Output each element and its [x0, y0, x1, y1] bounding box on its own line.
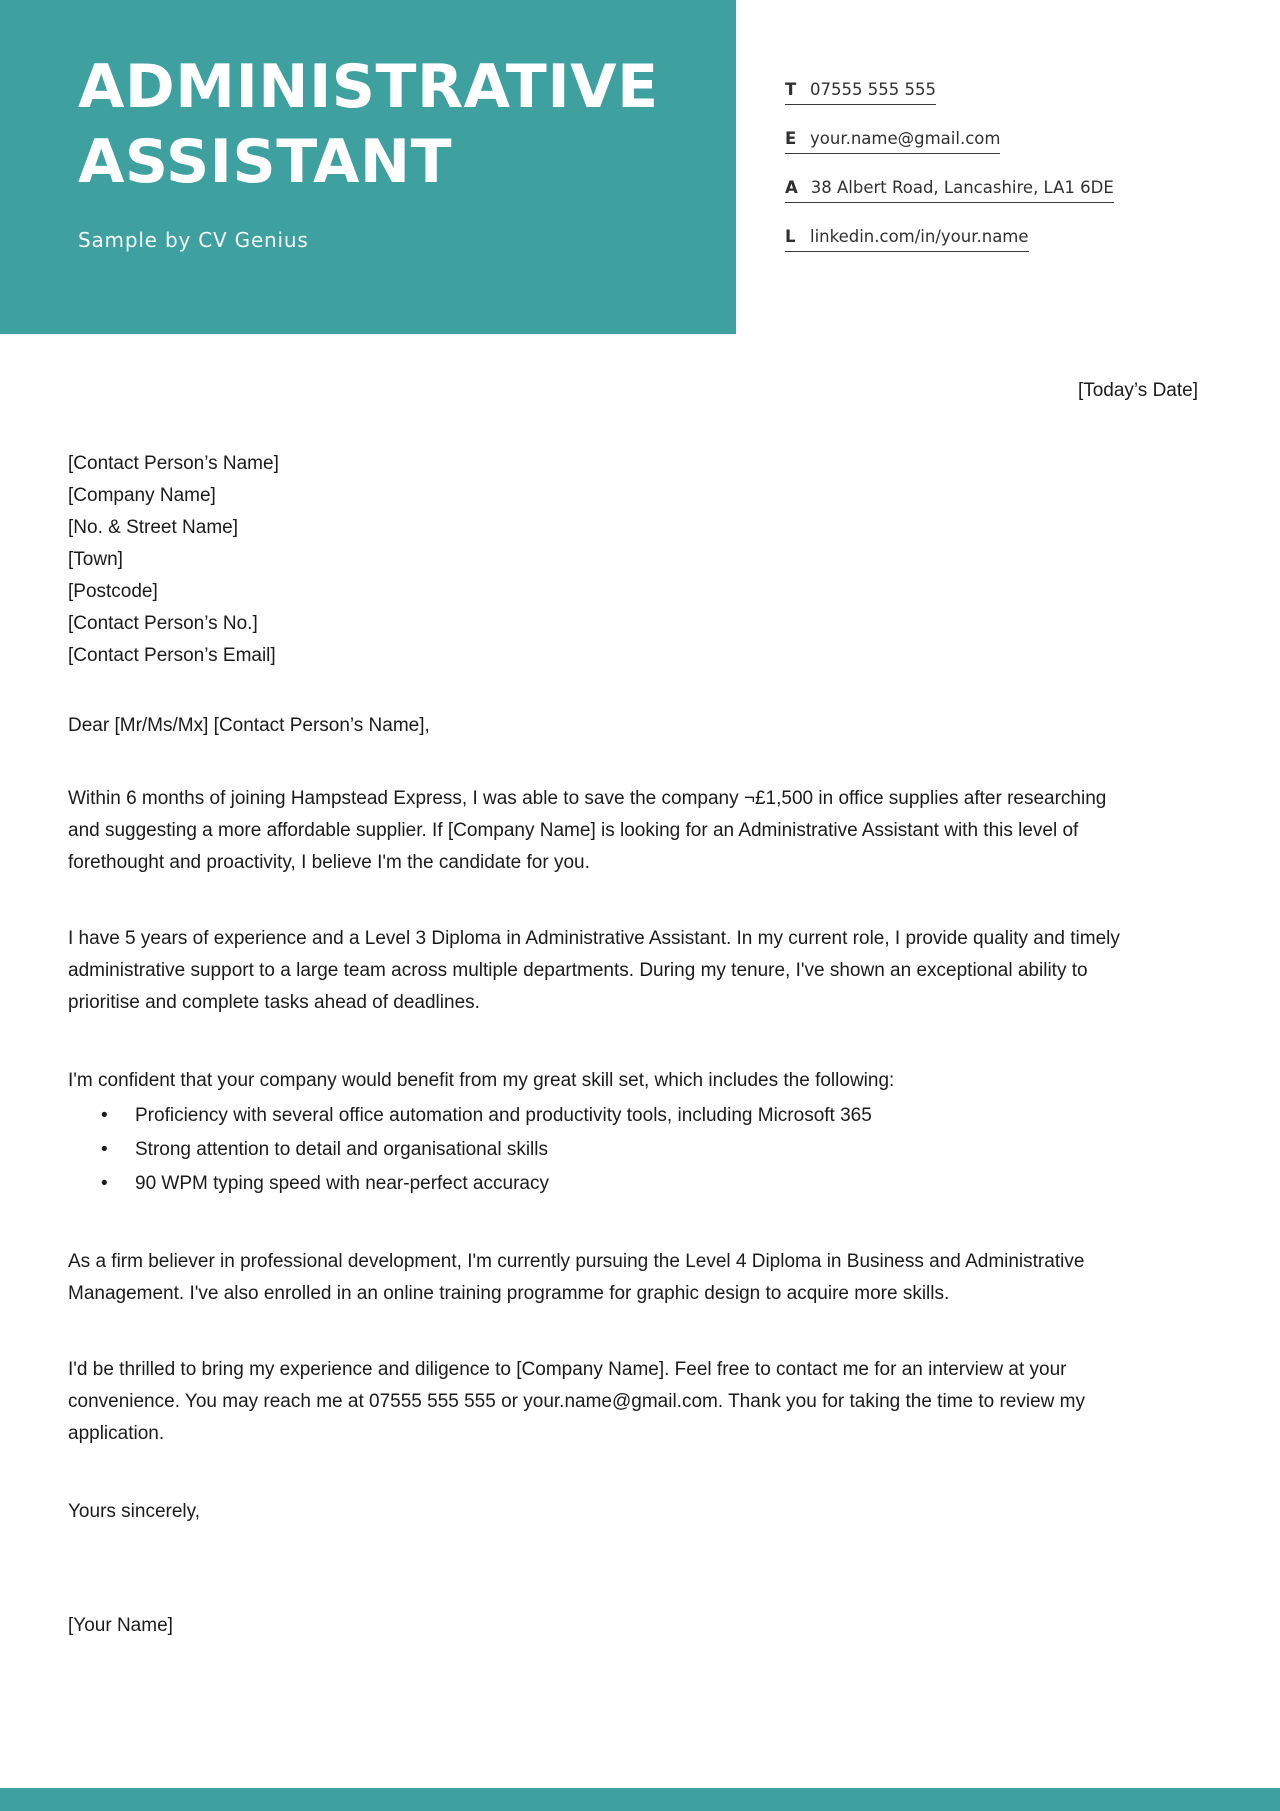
skills-list: [68, 1099, 1198, 1201]
paragraph-development: As a firm believer in professional development, I'm currently pursuing the Level 4 Diploma in Business and Administrative Management. I've also enrolled in an online training programme for graphic design to acquire more skills.: [68, 1251, 1085, 1304]
page-title: [78, 50, 736, 200]
header-block: [0, 0, 736, 334]
footer-bar: [0, 1788, 1280, 1811]
email-label: E: [785, 129, 797, 148]
recipient-block: [68, 448, 1198, 672]
address-value: 38 Albert Road, Lancashire, LA1 6DE: [810, 178, 1114, 197]
contact-row-phone: [785, 80, 1114, 105]
recipient-line: [Town]: [68, 549, 123, 570]
phone-label: T: [785, 80, 797, 99]
paragraph-closing: I'd be thrilled to bring my experience and diligence to [Company Name]. Feel free to contact me for an interview at your convenience. You may reach me at 07555 555 555 or your.name@gmail.com. Thank you for taking the time to review my application.: [68, 1359, 1085, 1444]
page-title-line2: ASSISTANT: [78, 127, 453, 197]
email-value: your.name@gmail.com: [810, 129, 1001, 148]
skills-intro: I'm confident that your company would benefit from my great skill set, which includes the following:: [68, 1070, 895, 1091]
letter-body: [68, 375, 1198, 1642]
recipient-line: [No. & Street Name]: [68, 517, 239, 538]
phone-value: 07555 555 555: [810, 80, 936, 99]
email-line: [785, 129, 1000, 154]
recipient-line: [Postcode]: [68, 581, 158, 602]
skill-item: • 90 WPM typing speed with near-perfect accuracy: [68, 1167, 1140, 1201]
linkedin-line: [785, 227, 1029, 252]
recipient-line: [Contact Person’s Email]: [68, 645, 276, 666]
recipient-line: [Company Name]: [68, 485, 216, 506]
header-subtitle: Sample by CV Genius: [78, 228, 309, 252]
date-line: [Today’s Date]: [1077, 380, 1198, 401]
contact-row-address: [785, 178, 1114, 203]
address-label: A: [785, 178, 798, 197]
page-title-line1: ADMINISTRATIVE: [78, 52, 659, 122]
recipient-line: [Contact Person’s No.]: [68, 613, 258, 634]
paragraph-experience: I have 5 years of experience and a Level 3 Diploma in Administrative Assistant. In my current role, I provide quality and timely administrative support to a large team across multiple departments. During my tenure, I've shown an exceptional ability to prioritise and complete tasks ahead of deadlines.: [68, 928, 1120, 1013]
phone-line: [785, 80, 936, 105]
skill-item: • Strong attention to detail and organisational skills: [68, 1133, 1140, 1167]
signature: [Your Name]: [68, 1615, 173, 1636]
skill-item: • Proficiency with several office automation and productivity tools, including Microsoft 365: [68, 1099, 1140, 1133]
paragraph-intro: Within 6 months of joining Hampstead Express, I was able to save the company ¬£1,500 in office supplies after researching and suggesting a more affordable supplier. If [Company Name] is looking for an Administrative Assistant with this level of forethought and proactivity, I believe I'm the candidate for you.: [68, 788, 1107, 873]
address-line: [785, 178, 1114, 203]
contact-row-linkedin: [785, 227, 1114, 252]
contact-block: [785, 80, 1114, 276]
salutation: Dear [Mr/Ms/Mx] [Contact Person’s Name],: [68, 715, 430, 736]
valediction: Yours sincerely,: [68, 1501, 201, 1522]
contact-row-email: [785, 129, 1114, 154]
linkedin-label: L: [785, 227, 796, 246]
recipient-line: [Contact Person’s Name]: [68, 453, 279, 474]
linkedin-value: linkedin.com/in/your.name: [810, 227, 1029, 246]
